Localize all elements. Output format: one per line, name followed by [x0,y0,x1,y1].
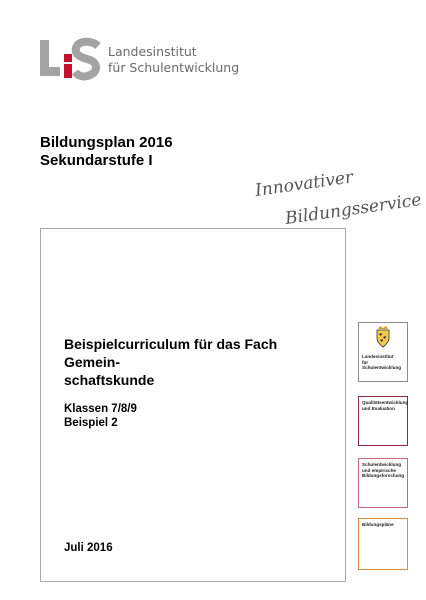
sidebar-box-lsi [358,322,408,382]
sidebar-box-plans-line-1: Bildungspläne [362,522,394,527]
sidebar-box-plans [358,518,408,570]
sidebar-box-research-line-3: Bildungsforschung [362,473,405,479]
signature-line-2: Bildungsservice [283,190,423,229]
plan-title-line-1: Bildungsplan 2016 [40,134,173,151]
ls-logo-icon [40,40,102,84]
curriculum-date: Juli 2016 [64,542,113,554]
curriculum-title-line-1: Beispielcurriculum für das Fach Gemein- [64,336,278,370]
plan-title [40,134,173,170]
sidebar-box-lsi-line-2: für Schulentwicklung [362,359,402,371]
sidebar-box-quality-line-1: Qualitätsentwicklung [362,400,409,405]
curriculum-meta [64,402,137,430]
curriculum-title-line-2: schaftskunde [64,372,155,388]
sidebar-box-quality-line-2: und Evaluation [362,405,395,411]
signature-line-1: Innovativer [253,167,355,201]
logo-line-1: Landesinstitut [108,44,197,59]
sidebar-box-research-line-1: Schulentwicklung [362,462,402,467]
logo-line-2: für Schulentwicklung [108,60,240,75]
sidebar-box-lsi-line-1: Landesinstitut [362,354,394,359]
sidebar-box-research [358,458,408,508]
curriculum-example: Beispiel 2 [64,417,118,429]
logo-text [108,44,239,76]
plan-title-line-2: Sekundarstufe I [40,152,153,169]
sidebar-box-research-line-2: und empirische [362,467,396,473]
sidebar-box-quality [358,396,408,446]
curriculum-title [64,335,334,389]
signature-graphic [252,167,423,232]
curriculum-classes: Klassen 7/8/9 [64,403,137,415]
